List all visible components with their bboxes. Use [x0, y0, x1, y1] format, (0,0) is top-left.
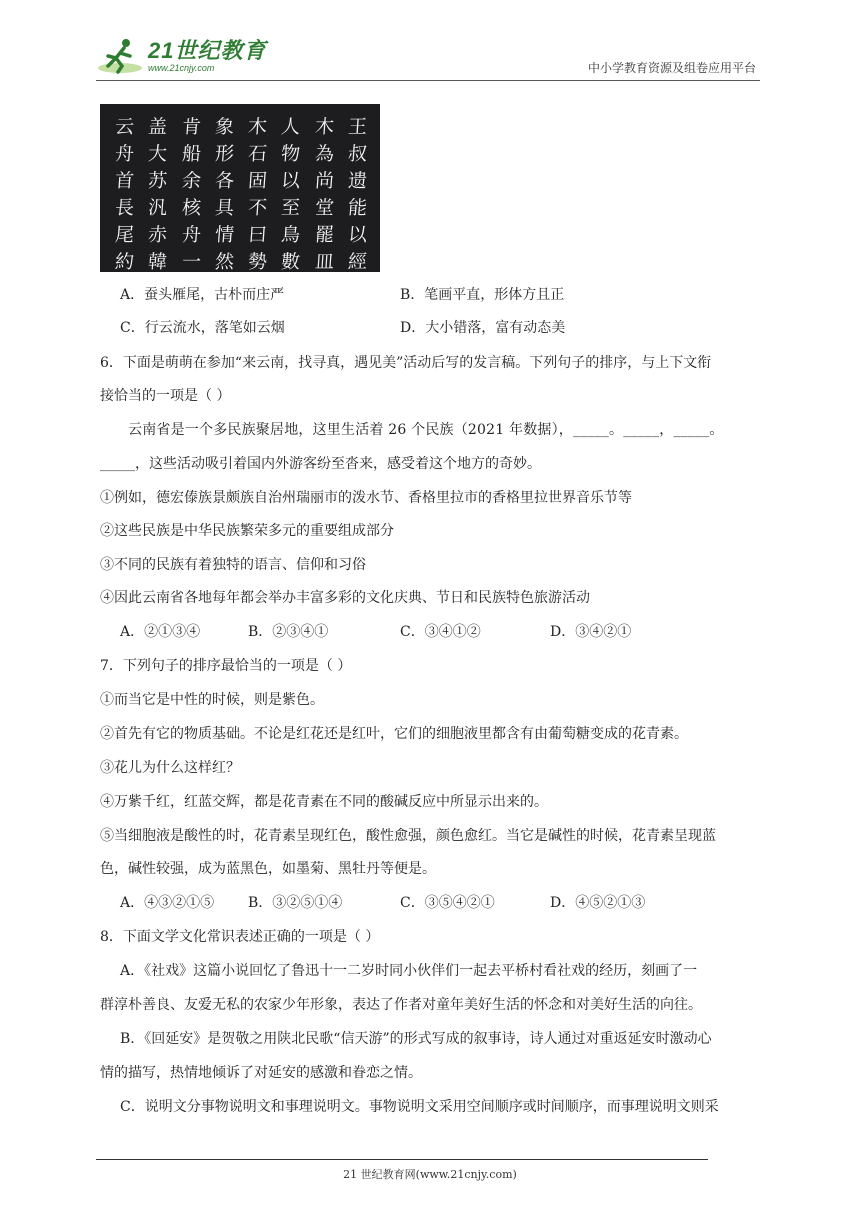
calligraphy-char: 情	[213, 224, 235, 246]
q7-option-a[interactable]: A．④③②①⑤	[120, 895, 215, 911]
calligraphy-char: 固	[247, 170, 268, 192]
calligraphy-char: 皿	[313, 251, 335, 273]
q6-sentence-3: ③不同的民族有着独特的语言、信仰和习俗	[100, 557, 366, 573]
calligraphy-char: 韓	[147, 251, 169, 273]
calligraphy-char: 經	[346, 251, 368, 273]
q6-sentence-2: ②这些民族是中华民族繁荣多元的重要组成部分	[100, 523, 394, 539]
logo-title: 21世纪教育	[148, 37, 267, 63]
logo-url: www.21cnjy.com	[148, 62, 215, 73]
q7-sentence-5-line2: 色，碱性较强，成为蓝黑色，如墨菊、黑牡丹等便是。	[100, 861, 436, 877]
calligraphy-char: 象	[213, 116, 235, 138]
calligraphy-char: 木	[247, 116, 268, 138]
calligraphy-char: 石	[247, 143, 268, 165]
calligraphy-char: 首	[114, 170, 135, 192]
q7-option-c[interactable]: C．③⑤④②①	[400, 895, 495, 911]
q6-option-b[interactable]: B．②③④①	[248, 624, 329, 640]
q5-option-a[interactable]: A．蚕头雁尾，古朴而庄严	[120, 287, 285, 303]
calligraphy-char: 汎	[147, 197, 169, 219]
q8-option-b-line2[interactable]: 情的描写，热情地倾诉了对延安的感激和眷恋之情。	[100, 1065, 422, 1081]
q6-sentence-4: ④因此云南省各地每年都会举办丰富多彩的文化庆典、节日和民族特色旅游活动	[100, 590, 590, 606]
q8-option-a-line2[interactable]: 群淳朴善良、友爱无私的农家少年形象，表达了作者对童年美好生活的怀念和对美好生活的向往。	[100, 997, 702, 1013]
header-platform-text: 中小学教育资源及组卷应用平台	[587, 61, 756, 75]
calligraphy-char: 盖	[147, 116, 169, 138]
q5-option-b[interactable]: B．笔画平直，形体方且正	[400, 287, 565, 303]
calligraphy-char: 堂	[313, 197, 335, 219]
footer-text[interactable]: 21 世纪教育网(www.21cnjy.com)	[343, 1168, 517, 1181]
calligraphy-char: 核	[180, 197, 202, 219]
calligraphy-char: 至	[280, 197, 302, 219]
calligraphy-grid	[108, 112, 374, 273]
calligraphy-char: 一	[180, 251, 202, 273]
q8-stem: 8．下面文学文化常识表述正确的一项是（ ）	[100, 929, 380, 945]
calligraphy-char: 罷	[313, 224, 335, 246]
q7-sentence-3: ③花儿为什么这样红？	[100, 760, 240, 776]
calligraphy-char: 王	[346, 116, 368, 138]
q8-option-b-line1[interactable]: B．《回延安》是贺敬之用陕北民歌“信天游”的形式写成的叙事诗，诗人通过对重返延安时激动心	[120, 1031, 712, 1047]
calligraphy-char: 余	[180, 170, 202, 192]
calligraphy-char: 船	[180, 143, 202, 165]
q6-option-d[interactable]: D．③④②①	[550, 624, 632, 640]
q7-stem: 7．下列句子的排序最恰当的一项是（ ）	[100, 658, 352, 674]
q6-sentence-1: ①例如，德宏傣族景颇族自治州瑞丽市的泼水节、香格里拉市的香格里拉世界音乐节等	[100, 490, 632, 506]
q7-sentence-2: ②首先有它的物质基础。不论是红花还是红叶，它们的细胞液里都含有由葡萄糖变成的花青素。	[100, 726, 688, 742]
q6-passage-line1: 云南省是一个多民族聚居地，这里生活着 26 个民族（2021 年数据），_____。_____，_____。	[128, 422, 724, 438]
calligraphy-char: 木	[313, 116, 335, 138]
calligraphy-char: 人	[280, 116, 302, 138]
calligraphy-char: 鳥	[280, 224, 302, 246]
q6-option-c[interactable]: C．③④①②	[400, 624, 481, 640]
calligraphy-char: 以	[280, 170, 302, 192]
q6-stem-line2: 接恰当的一项是（ ）	[100, 388, 231, 404]
calligraphy-char: 數	[280, 251, 302, 273]
calligraphy-char: 形	[213, 143, 235, 165]
calligraphy-char: 大	[147, 143, 169, 165]
calligraphy-char: 約	[114, 251, 135, 273]
q5-option-d[interactable]: D．大小错落，富有动态美	[400, 320, 566, 336]
calligraphy-char: 然	[213, 251, 235, 273]
q7-sentence-5-line1: ⑤当细胞液是酸性的时，花青素呈现红色，酸性愈强，颜色愈红。当它是碱性的时候，花青素呈现蓝	[100, 828, 716, 844]
calligraphy-image	[100, 104, 380, 272]
calligraphy-char: 各	[213, 170, 235, 192]
calligraphy-char: 尚	[313, 170, 335, 192]
footer-divider	[96, 1159, 708, 1160]
calligraphy-char: 長	[114, 197, 135, 219]
q8-option-c-line1[interactable]: C．说明文分事物说明文和事理说明文。事物说明文采用空间顺序或时间顺序，而事理说明文则采	[120, 1099, 719, 1115]
calligraphy-char: 舟	[180, 224, 202, 246]
calligraphy-char: 云	[114, 116, 135, 138]
calligraphy-char: 遗	[346, 170, 368, 192]
calligraphy-char: 肯	[180, 116, 202, 138]
calligraphy-char: 苏	[147, 170, 169, 192]
calligraphy-char: 舟	[114, 143, 135, 165]
q7-option-d[interactable]: D．④⑤②①③	[550, 895, 646, 911]
calligraphy-char: 以	[346, 224, 368, 246]
q8-option-a-line1[interactable]: A．《社戏》这篇小说回忆了鲁迅十一二岁时同小伙伴们一起去平桥村看社戏的经历，刻画了一	[120, 963, 698, 979]
calligraphy-char: 尾	[114, 224, 135, 246]
calligraphy-char: 物	[280, 143, 302, 165]
calligraphy-char: 赤	[147, 224, 169, 246]
calligraphy-char: 為	[313, 143, 335, 165]
site-logo[interactable]	[96, 34, 266, 78]
q6-passage-line2: _____，这些活动吸引着国内外游客纷至沓来，感受着这个地方的奇妙。	[100, 456, 541, 472]
calligraphy-char: 曰	[247, 224, 268, 246]
calligraphy-char: 叔	[346, 143, 368, 165]
q7-option-b[interactable]: B．③②⑤①④	[248, 895, 343, 911]
q7-sentence-4: ④万紫千红，红蓝交辉，都是花青素在不同的酸碱反应中所显示出来的。	[100, 794, 548, 810]
page-header	[96, 34, 760, 81]
calligraphy-char: 不	[247, 197, 268, 219]
q6-option-a[interactable]: A．②①③④	[120, 624, 201, 640]
calligraphy-char: 具	[213, 197, 235, 219]
calligraphy-char: 勢	[247, 251, 268, 273]
calligraphy-char: 能	[346, 197, 368, 219]
q5-option-c[interactable]: C．行云流水，落笔如云烟	[120, 320, 285, 336]
q6-stem-line1: 6．下面是萌萌在参加“来云南，找寻真，遇见美”活动后写的发言稿。下列句子的排序，与上下文衔	[100, 355, 712, 371]
runner-logo-icon	[96, 36, 144, 76]
q7-sentence-1: ①而当它是中性的时候，则是紫色。	[100, 692, 324, 708]
